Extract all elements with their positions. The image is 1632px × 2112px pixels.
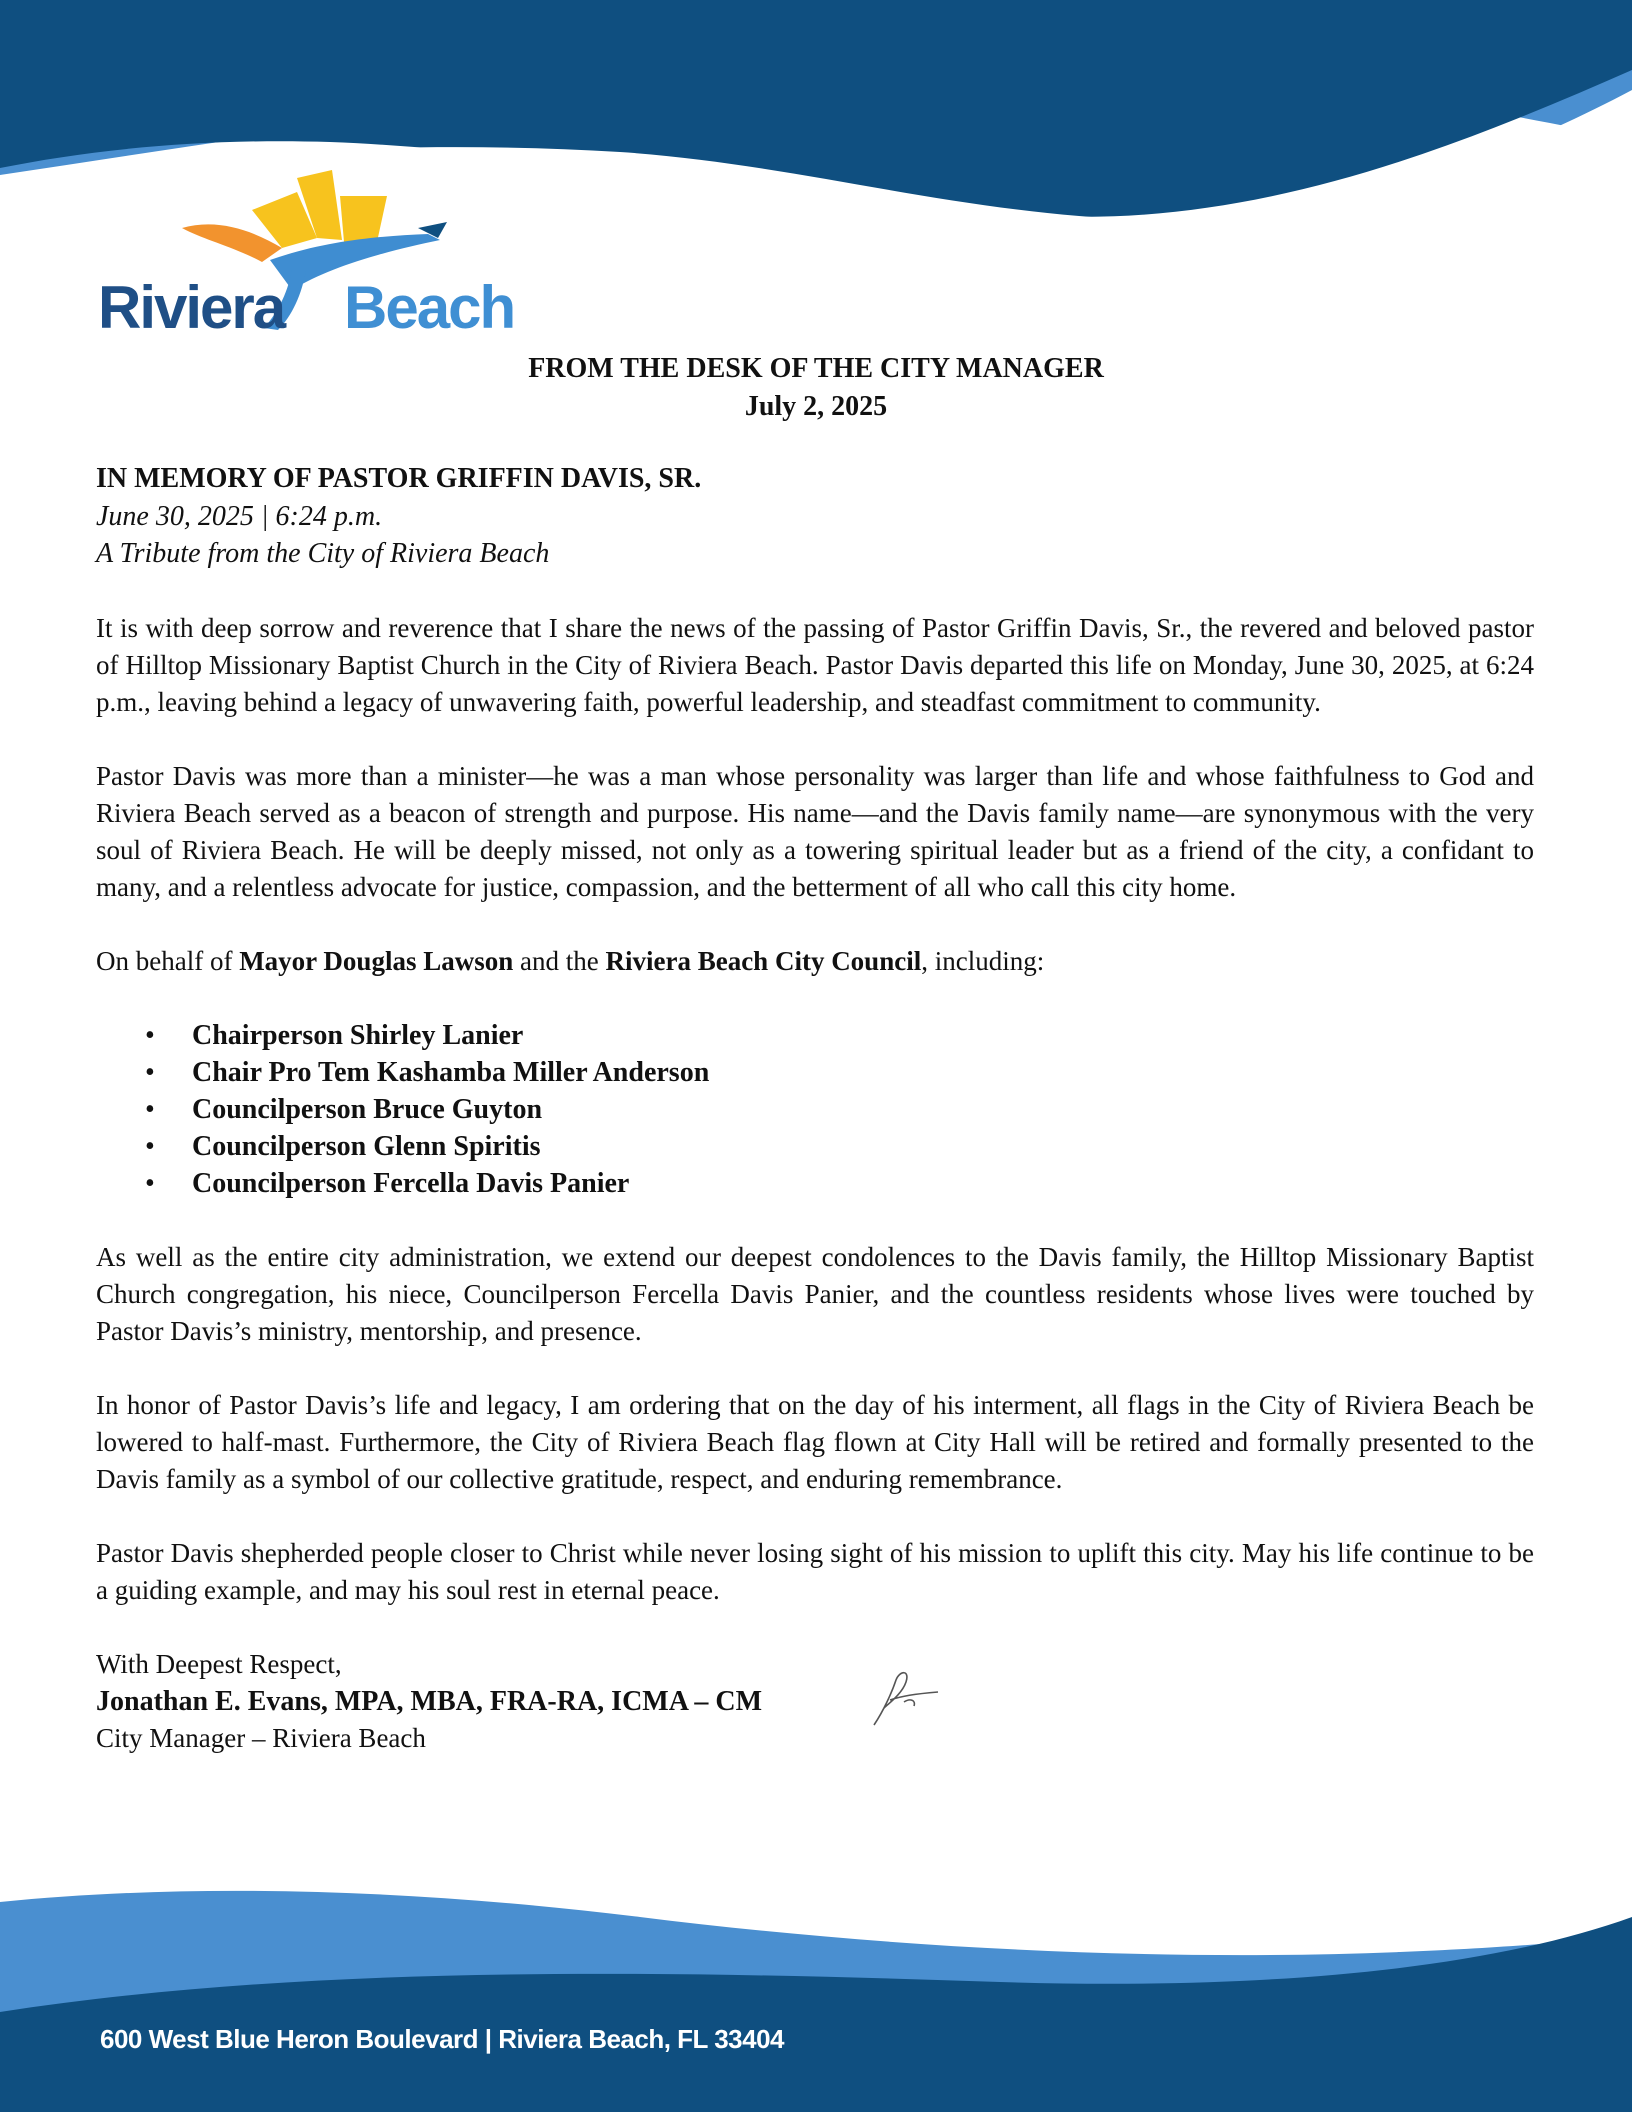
council-member-name: Chair Pro Tem Kashamba Miller Anderson	[192, 1057, 710, 1088]
list-item	[96, 1017, 1534, 1054]
paragraph-1: It is with deep sorrow and reverence that I share the news of the passing of Pastor Griffin Davis, Sr., the revered and beloved pastor of Hilltop Missionary Baptist Church in the City of Riviera Beach. Pastor Davis departed this life on Monday, June 30, 2025, at 6:24 p.m., leaving behind a legacy of unwavering faith, powerful leadership, and steadfast commitment to community.	[96, 613, 1534, 717]
list-item	[96, 1165, 1534, 1202]
closing-line: With Deepest Respect,	[96, 1649, 342, 1679]
signer-name: Jonathan E. Evans, MPA, MBA, FRA-RA, ICMA – CM	[96, 1686, 763, 1717]
signature-block	[96, 1646, 1534, 1757]
logo-word-riviera: Riviera	[98, 274, 285, 341]
bullet-icon: •	[145, 1057, 155, 1088]
paragraph-3-mid: and the	[513, 946, 606, 976]
council-member-name: Councilperson Bruce Guyton	[192, 1094, 543, 1125]
bullet-icon: •	[145, 1020, 155, 1051]
paragraph-3-suffix: , including:	[921, 946, 1045, 976]
council-member-name: Chairperson Shirley Lanier	[192, 1020, 524, 1051]
footer-wave	[0, 1862, 1632, 2112]
letter-body	[96, 610, 1534, 1757]
paragraph-3-prefix: On behalf of	[96, 946, 240, 976]
paragraph-5: In honor of Pastor Davis’s life and legacy, I am ordering that on the day of his interment, all flags in the City of Riviera Beach be lowered to half-mast. Furthermore, the City of Riviera Beach flag flown at City Hall will be retired and formally presented to the Davis family as a symbol of our collective gratitude, respect, and enduring remembrance.	[96, 1390, 1534, 1494]
handwritten-signature	[844, 1670, 944, 1730]
letter-date: July 2, 2025	[744, 391, 888, 422]
memorial-timestamp: June 30, 2025 | 6:24 p.m.	[96, 501, 383, 532]
paragraph-4: As well as the entire city administration, we extend our deepest condolences to the Davis family, the Hilltop Missionary Baptist Church congregation, his niece, Councilperson Fercella Davis Panier, and the countless residents whose lives were touched by Pastor Davis’s ministry, mentorship, and presence.	[96, 1242, 1534, 1346]
bullet-icon: •	[145, 1094, 155, 1125]
list-item	[96, 1128, 1534, 1165]
paragraph-2: Pastor Davis was more than a minister—he was a man whose personality was larger than life and whose faithfulness to God and Riviera Beach served as a beacon of strength and purpose. His name—and the Davis family name—are synonymous with the very soul of Riviera Beach. He will be deeply missed, not only as a towering spiritual leader but as a friend of the city, a confidant to many, and a relentless advocate for justice, compassion, and the betterment of all who call this city home.	[96, 761, 1534, 902]
paragraph-3	[96, 943, 1534, 980]
paragraph-6: Pastor Davis shepherded people closer to Christ while never losing sight of his mission to uplift this city. May his life continue to be a guiding example, and may his soul rest in eternal peace.	[96, 1538, 1534, 1605]
bullet-icon: •	[145, 1168, 155, 1199]
mayor-name: Mayor Douglas Lawson	[239, 946, 514, 976]
riviera-beach-logo	[92, 170, 515, 341]
list-item	[96, 1091, 1534, 1128]
memorial-heading	[96, 460, 1536, 572]
council-member-list	[96, 1017, 1534, 1202]
desk-title: FROM THE DESK OF THE CITY MANAGER	[528, 353, 1104, 384]
memorial-title: IN MEMORY OF PASTOR GRIFFIN DAVIS, SR.	[96, 463, 702, 494]
council-name: Riviera Beach City Council	[605, 946, 922, 976]
footer-address: 600 West Blue Heron Boulevard | Riviera Beach, FL 33404	[100, 2024, 784, 2054]
logo-word-beach: Beach	[344, 274, 515, 341]
memorial-subtitle: A Tribute from the City of Riviera Beach	[96, 538, 550, 569]
bullet-icon: •	[145, 1131, 155, 1162]
council-member-name: Councilperson Glenn Spiritis	[192, 1131, 541, 1162]
list-item	[96, 1054, 1534, 1091]
signer-role: City Manager – Riviera Beach	[96, 1723, 426, 1753]
council-member-name: Councilperson Fercella Davis Panier	[192, 1168, 630, 1199]
